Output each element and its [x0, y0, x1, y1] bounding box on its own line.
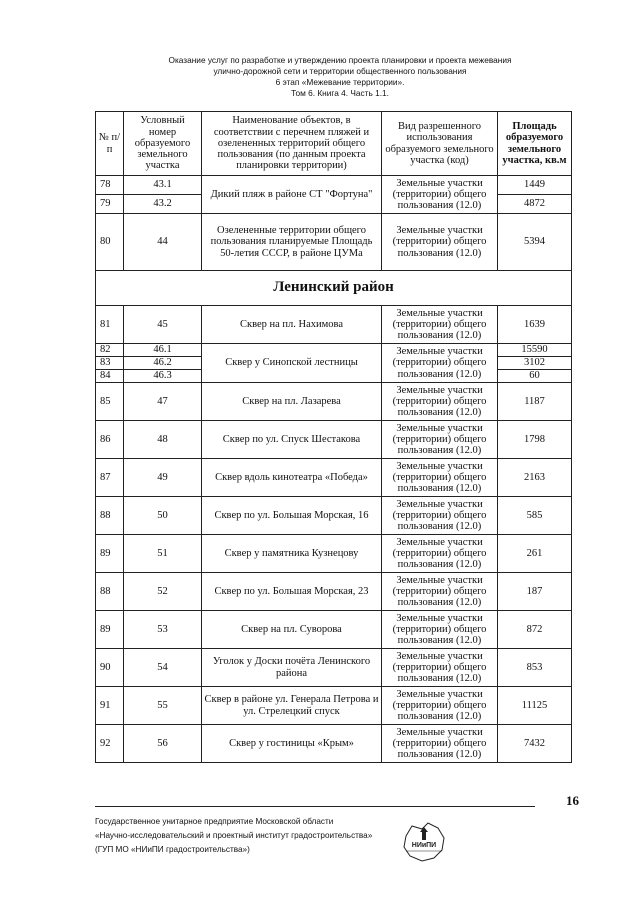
table-row: [96, 497, 572, 535]
row-number: 78: [96, 176, 124, 195]
row-number: 87: [96, 459, 124, 497]
footer-divider: [95, 806, 535, 807]
table-row: [96, 344, 572, 357]
institute-logo: [398, 820, 450, 864]
header-use: Вид разрешенного использования образуемого земельного участка (код): [382, 112, 498, 176]
footer-line-1: Государственное унитарное предприятие Московской области: [95, 817, 334, 826]
row-number: 81: [96, 306, 124, 344]
table-row: [96, 421, 572, 459]
row-name: Сквер на пл. Лазарева: [202, 383, 382, 421]
row-use: Земельные участки (территории) общего пользования (12.0): [382, 573, 498, 611]
row-code: 55: [124, 687, 202, 725]
row-area: 1187: [498, 383, 572, 421]
document-header: [120, 55, 560, 99]
row-name: Сквер у памятника Кузнецову: [202, 535, 382, 573]
row-number: 82: [96, 344, 124, 357]
row-number: 89: [96, 611, 124, 649]
header-line-1: Оказание услуг по разработке и утверждению проекта планировки и проекта межевания: [168, 55, 512, 65]
row-number: 88: [96, 573, 124, 611]
header-code: Условный номер образуемого земельного участка: [124, 112, 202, 176]
row-area: 853: [498, 649, 572, 687]
row-use: Земельные участки (территории) общего пользования (12.0): [382, 459, 498, 497]
row-area: 585: [498, 497, 572, 535]
row-number: 91: [96, 687, 124, 725]
row-name: Сквер на пл. Суворова: [202, 611, 382, 649]
row-name: Сквер по ул. Спуск Шестакова: [202, 421, 382, 459]
row-code: 53: [124, 611, 202, 649]
row-code: 51: [124, 535, 202, 573]
row-area: 3102: [498, 357, 572, 370]
row-name: Сквер по ул. Большая Морская, 16: [202, 497, 382, 535]
row-use: Земельные участки (территории) общего пользования (12.0): [382, 421, 498, 459]
district-title: Ленинский район: [96, 271, 572, 306]
row-code: 50: [124, 497, 202, 535]
row-code: 46.1: [124, 344, 202, 357]
footer-line-2: «Научно-исследовательский и проектный институт градостроительства»: [95, 831, 373, 840]
row-name: Сквер на пл. Нахимова: [202, 306, 382, 344]
district-row: [96, 271, 572, 306]
row-use: Земельные участки (территории) общего пользования (12.0): [382, 611, 498, 649]
row-code: 47: [124, 383, 202, 421]
row-number: 90: [96, 649, 124, 687]
row-code: 43.2: [124, 195, 202, 214]
row-code: 46.3: [124, 370, 202, 383]
row-name: Уголок у Доски почёта Ленинского района: [202, 649, 382, 687]
row-name: Сквер у Синопской лестницы: [202, 344, 382, 383]
row-area: 11125: [498, 687, 572, 725]
row-number: 84: [96, 370, 124, 383]
row-code: 56: [124, 725, 202, 763]
row-use: Земельные участки (территории) общего пользования (12.0): [382, 306, 498, 344]
row-area: 5394: [498, 214, 572, 271]
row-area: 4872: [498, 195, 572, 214]
table-row: [96, 306, 572, 344]
footer-line-3: (ГУП МО «НИиПИ градостроительства»): [95, 845, 250, 854]
table-row: [96, 176, 572, 195]
row-area: 15590: [498, 344, 572, 357]
row-number: 83: [96, 357, 124, 370]
row-use: Земельные участки (территории) общего пользования (12.0): [382, 344, 498, 383]
row-area: 187: [498, 573, 572, 611]
row-use: Земельные участки (территории) общего пользования (12.0): [382, 535, 498, 573]
row-area: 1798: [498, 421, 572, 459]
row-name: Озелененные территории общего пользования планируемые Площадь 50-летия СССР, в районе ЦУМа: [202, 214, 382, 271]
table-row: [96, 725, 572, 763]
row-use: Земельные участки (территории) общего пользования (12.0): [382, 649, 498, 687]
row-number: 85: [96, 383, 124, 421]
row-number: 86: [96, 421, 124, 459]
page-number: 16: [566, 793, 579, 808]
row-number: 88: [96, 497, 124, 535]
table-row: [96, 535, 572, 573]
logo-text: НИиПИ: [411, 842, 437, 849]
row-name: Сквер вдоль кинотеатра «Победа»: [202, 459, 382, 497]
row-use: Земельные участки (территории) общего пользования (12.0): [382, 497, 498, 535]
header-name: Наименование объектов, в соответствии с перечнем пляжей и озелененных территорий общего пользования (по данным проекта планировки территории): [202, 112, 382, 176]
table-row: [96, 649, 572, 687]
row-code: 45: [124, 306, 202, 344]
row-code: 44: [124, 214, 202, 271]
row-code: 49: [124, 459, 202, 497]
row-area: 7432: [498, 725, 572, 763]
row-code: 52: [124, 573, 202, 611]
row-number: 92: [96, 725, 124, 763]
table-row: [96, 383, 572, 421]
row-code: 43.1: [124, 176, 202, 195]
row-use: Земельные участки (территории) общего пользования (12.0): [382, 176, 498, 214]
row-number: 79: [96, 195, 124, 214]
row-area: 1639: [498, 306, 572, 344]
table-row: [96, 573, 572, 611]
document-footer: [95, 815, 372, 857]
row-name: Сквер в районе ул. Генерала Петрова и ул. Стрелецкий спуск: [202, 687, 382, 725]
row-use: Земельные участки (территории) общего пользования (12.0): [382, 725, 498, 763]
header-number: № п/п: [96, 112, 124, 176]
row-name: Сквер у гостиницы «Крым»: [202, 725, 382, 763]
row-use: Земельные участки (территории) общего пользования (12.0): [382, 383, 498, 421]
header-line-2: улично-дорожной сети и территории общественного пользования: [213, 66, 467, 76]
header-line-4: Том 6. Книга 4. Часть 1.1.: [291, 88, 389, 98]
row-name: Сквер по ул. Большая Морская, 23: [202, 573, 382, 611]
row-area: 872: [498, 611, 572, 649]
table-row: [96, 214, 572, 271]
row-code: 48: [124, 421, 202, 459]
greenery-table: [95, 111, 572, 763]
row-area: 2163: [498, 459, 572, 497]
row-name: Дикий пляж в районе СТ "Фортуна": [202, 176, 382, 214]
table-row: [96, 459, 572, 497]
row-code: 54: [124, 649, 202, 687]
row-number: 80: [96, 214, 124, 271]
row-area: 60: [498, 370, 572, 383]
row-area: 1449: [498, 176, 572, 195]
row-use: Земельные участки (территории) общего пользования (12.0): [382, 687, 498, 725]
row-use: Земельные участки (территории) общего пользования (12.0): [382, 214, 498, 271]
row-number: 89: [96, 535, 124, 573]
row-code: 46.2: [124, 357, 202, 370]
table-row: [96, 611, 572, 649]
row-area: 261: [498, 535, 572, 573]
header-line-3: 6 этап «Межевание территории».: [275, 77, 405, 87]
header-area: Площадь образуемого земельного участка, кв.м: [498, 112, 572, 176]
table-row: [96, 687, 572, 725]
